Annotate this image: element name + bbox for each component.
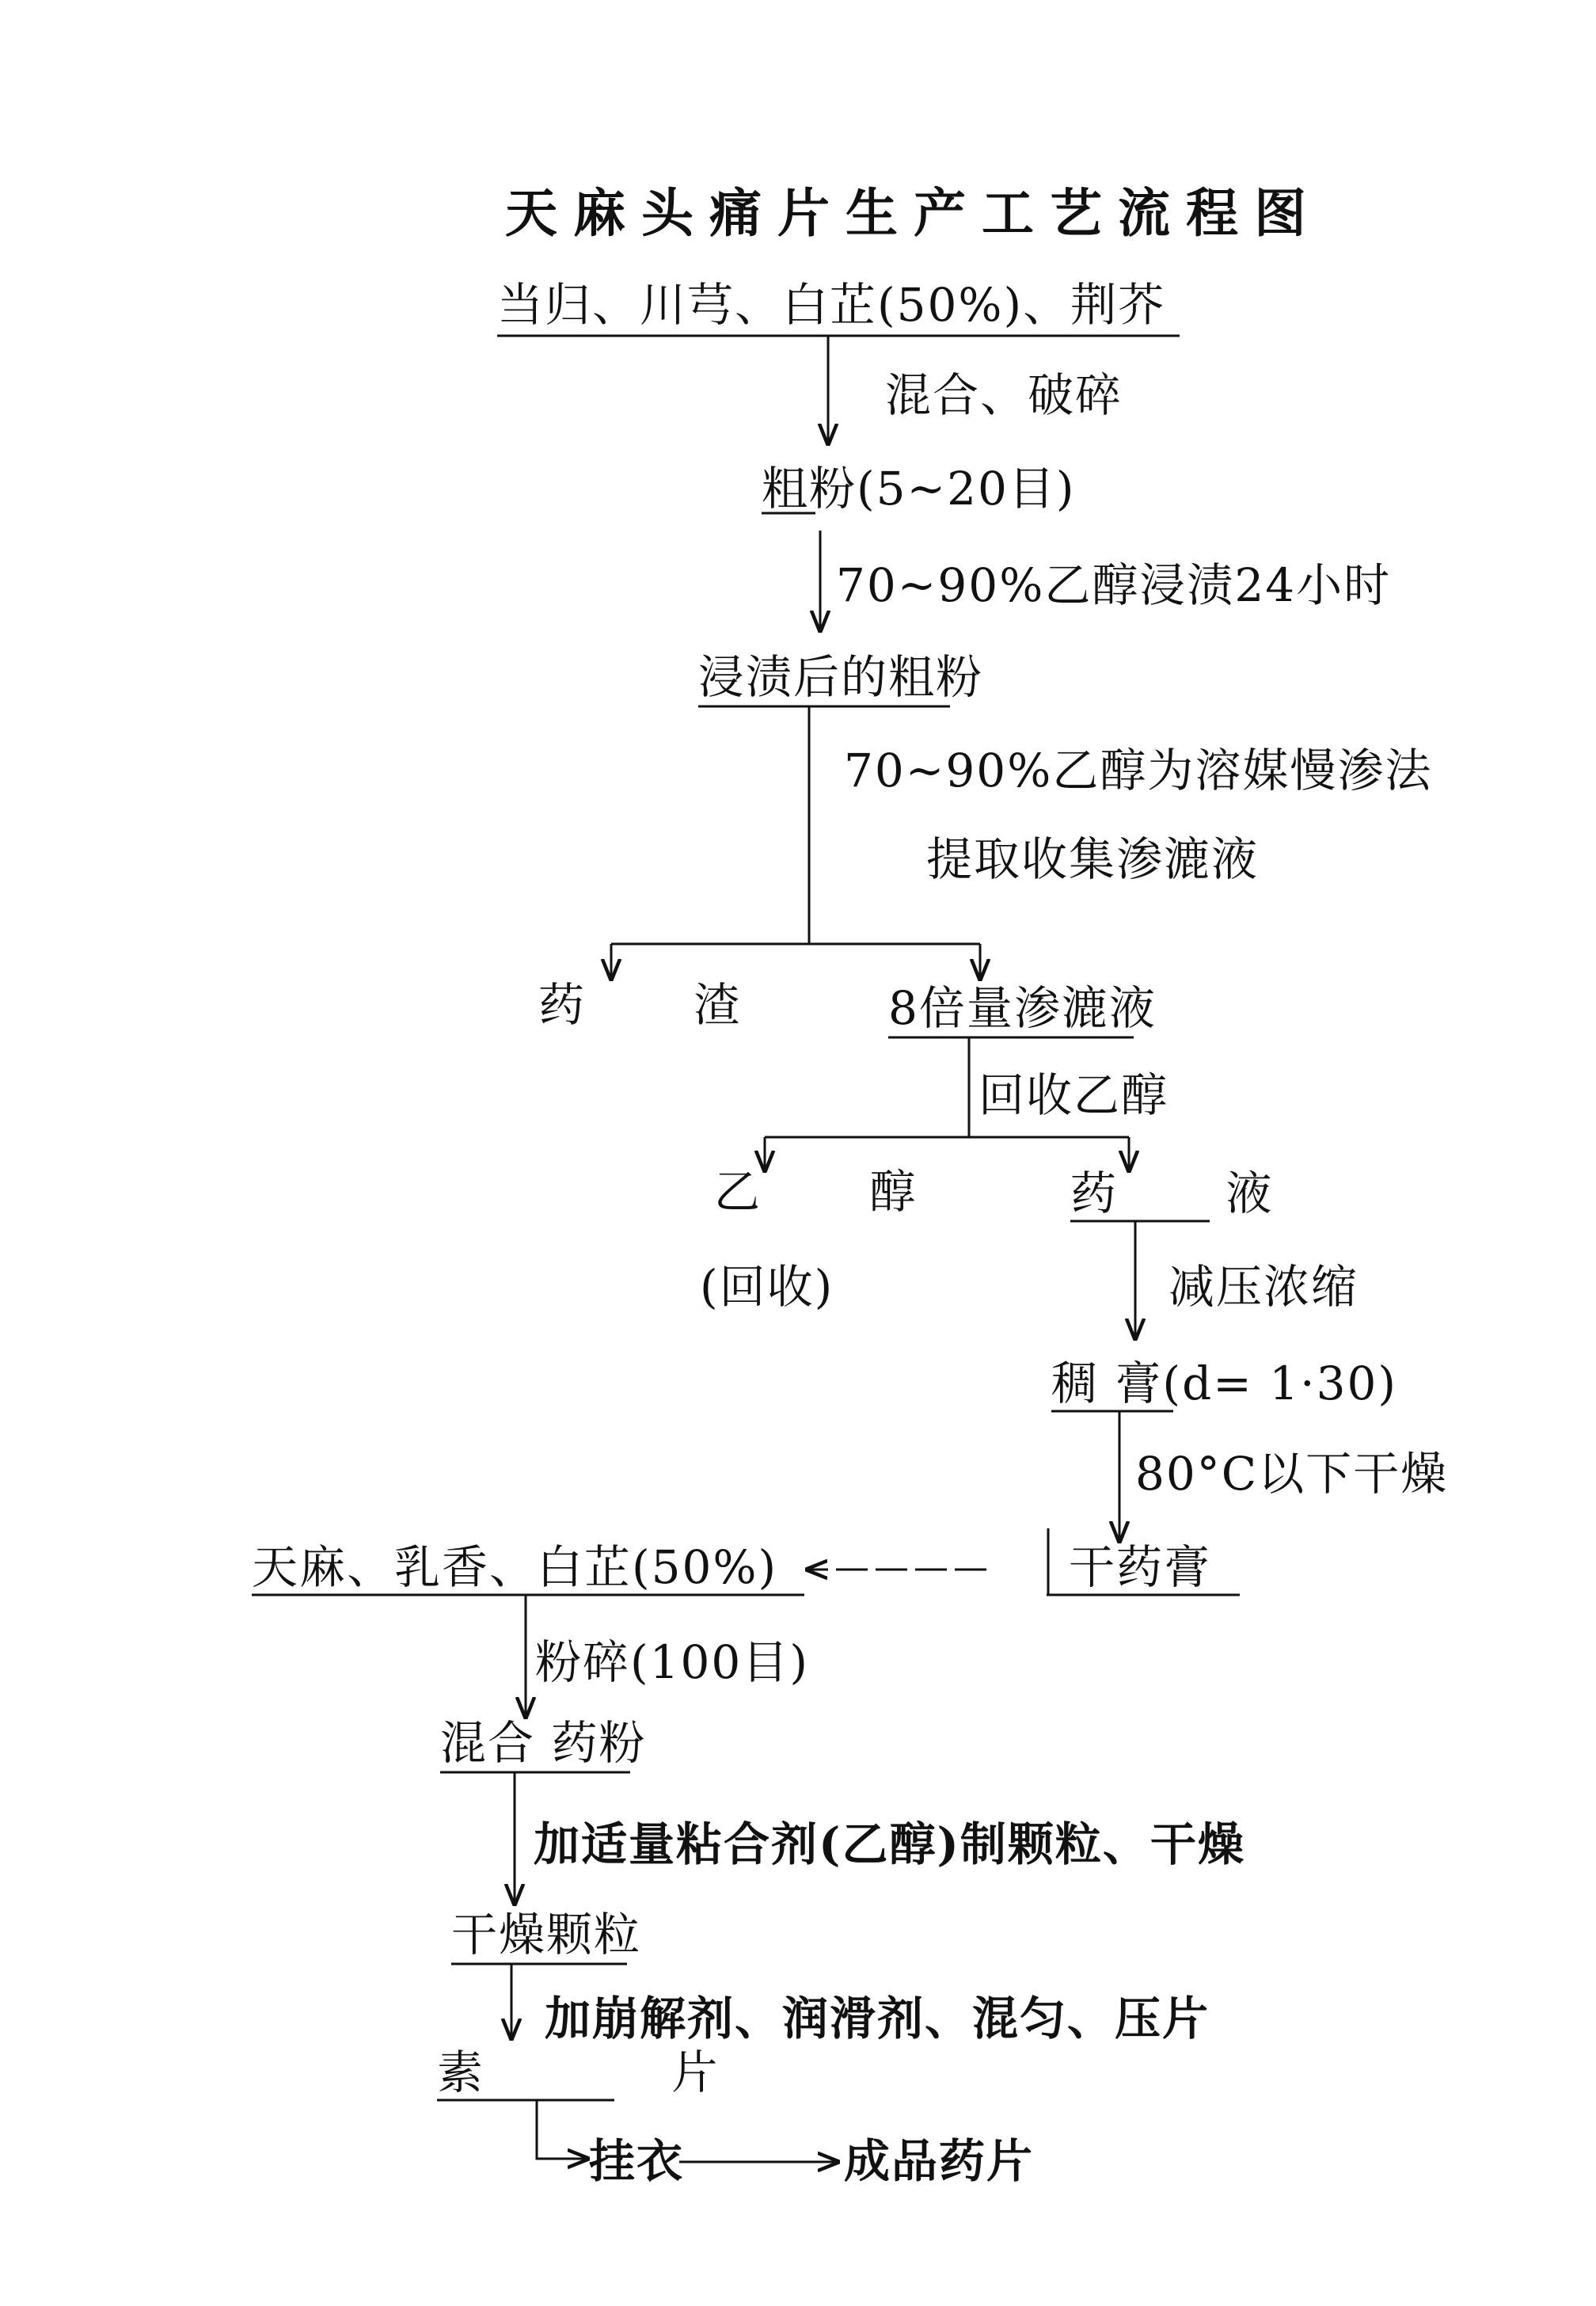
node-percolate: 8倍量渗漉液 xyxy=(888,981,1157,1035)
step-dry-80: 80°C以下干燥 xyxy=(1135,1447,1449,1501)
node-finished-tablet: 成品药片 xyxy=(844,2134,1035,2188)
step-concentrate: 减压浓缩 xyxy=(1168,1260,1359,1314)
step-recover-ethanol: 回收乙醇 xyxy=(978,1068,1169,1122)
step-crush-100: 粉碎(100目) xyxy=(535,1635,809,1689)
node-liquid: 药 液 xyxy=(1070,1166,1320,1220)
node-ethanol: 乙 醇 xyxy=(714,1165,963,1219)
node-mixed-powder: 混合 药粉 xyxy=(440,1716,647,1770)
node-thick-extract: 稠 膏(d= 1·30) xyxy=(1051,1357,1397,1410)
step-press: 加崩解剂、润滑剂、混匀、压片 xyxy=(545,1992,1210,2045)
step-mix-crush: 混合、破碎 xyxy=(885,368,1123,422)
step-granulate: 加适量粘合剂(乙醇)制颗粒、干燥 xyxy=(534,1817,1245,1871)
node-coating: 挂衣 xyxy=(589,2134,685,2188)
node-plain-tablet: 素 片 xyxy=(437,2045,805,2099)
node-soaked-powder: 浸渍后的粗粉 xyxy=(698,650,984,704)
node-ethanol-recovered: (回收) xyxy=(700,1260,834,1314)
node-dry-granules: 干燥颗粒 xyxy=(451,1908,642,1962)
step-percolation-1: 70~90%乙醇为溶媒慢渗法 xyxy=(844,744,1433,797)
node-residue: 药 渣 xyxy=(538,978,788,1032)
node-coarse-powder: 粗粉(5~20目) xyxy=(762,462,1076,516)
diagram-title: 天麻头痛片生产工艺流程图 xyxy=(505,182,1322,244)
node-raw-herbs-1: 当归、川芎、白芷(50%)、荆芥 xyxy=(497,278,1166,332)
node-raw-herbs-2: 天麻、乳香、白芷(50%) xyxy=(252,1540,778,1594)
node-dry-extract: 干药膏 xyxy=(1069,1540,1212,1594)
step-soak: 70~90%乙醇浸渍24小时 xyxy=(836,558,1392,612)
arrow-to-coating xyxy=(537,2100,587,2159)
step-percolation-2: 提取收集渗漉液 xyxy=(926,832,1260,886)
